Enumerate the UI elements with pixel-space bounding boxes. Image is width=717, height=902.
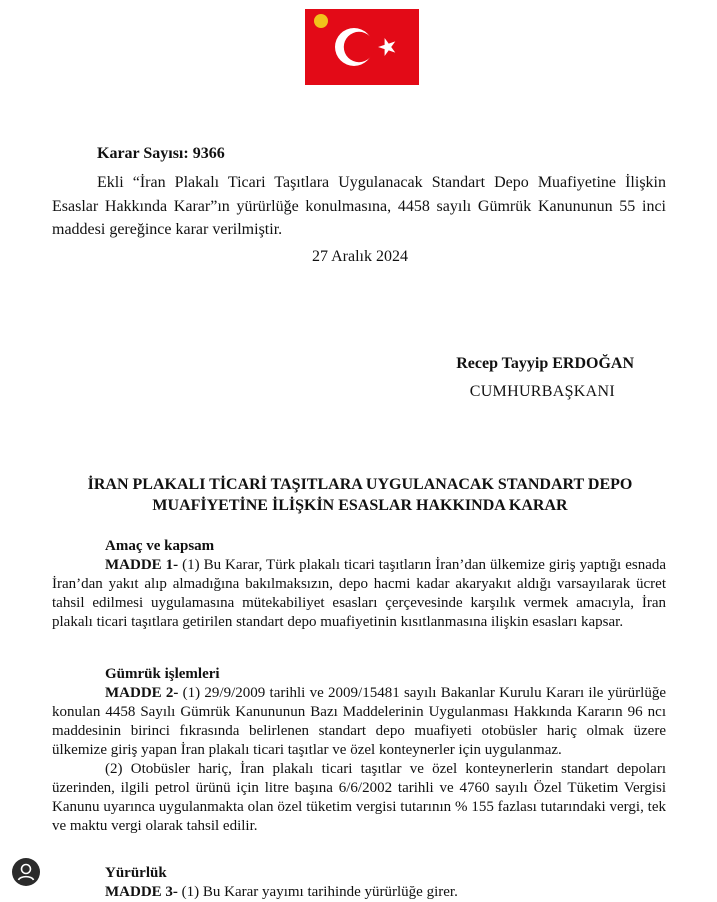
section-title: Amaç ve kapsam <box>105 538 215 554</box>
section-title: Gümrük işlemleri <box>105 666 220 682</box>
section-purpose <box>52 537 666 632</box>
article-text: (1) 29/9/2009 tarihli ve 2009/15481 sayılı Bakanlar Kurulu Kararı ile yürürlüğe konulan 4458 Sayılı Gümrük Kanununun Bazı Maddelerinin Uygulanması Hakkında Kararın 96 ncı maddesinin birinci fıkrasında belirlenen standart depo muafiyeti otobüsler hariç olmak üzere ülkemize giriş yapan İran plakalı ticari taşıtlar ve özel konteynerler için uygulanmaz. <box>52 685 666 758</box>
signer-name: Recep Tayyip ERDOĞAN <box>456 355 634 372</box>
article-paragraph-2: (2) Otobüsler hariç, İran plakalı ticari taşıtlar ve özel konteynerlerin standart depoları üzerinden, ilgili petrol ürünü için litre başına 6/6/2002 tarihli ve 4760 sayılı Özel Tüketim Vergisi Kanunu uyarınca uygulanmakta olan özel tüketim vergisi tutarının % 155 fazlası tutarındaki vergi, tek ve maktu vergi olarak tahsil edilir. <box>52 761 666 834</box>
article-label: MADDE 2- <box>105 685 179 701</box>
article-label: MADDE 3- <box>105 884 178 900</box>
person-icon <box>12 858 40 886</box>
signer-title: CUMHURBAŞKANI <box>469 383 615 400</box>
decision-number: Karar Sayısı: 9366 <box>97 145 225 162</box>
article-paragraph <box>52 556 666 632</box>
article-text: (1) Bu Karar yayımı tarihinde yürürlüğe girer. <box>177 884 458 900</box>
section-customs <box>52 665 666 836</box>
article-paragraph <box>52 684 666 760</box>
article-paragraph <box>52 883 666 902</box>
section-title: Yürürlük <box>105 865 167 881</box>
preamble-paragraph: Ekli “İran Plakalı Ticari Taşıtlara Uygulanacak Standart Depo Muafiyetine İlişkin Esaslar Hakkında Karar”ın yürürlüğe konulmasına, 4458 sayılı Gümrük Kanununun 55 inci maddesi gereğince karar verilmiştir. <box>52 174 666 238</box>
decree-title-line-1: İRAN PLAKALI TİCARİ TAŞITLARA UYGULANACAK STANDART DEPO <box>87 476 633 493</box>
decree-title-line-2: MUAFİYETİNE İLİŞKİN ESASLAR HAKKINDA KARAR <box>152 497 568 514</box>
profile-avatar-icon[interactable] <box>12 858 40 886</box>
article-label: MADDE 1- <box>105 557 179 573</box>
emblem-seal-icon <box>314 14 328 28</box>
article-text: (1) Bu Karar, Türk plakalı ticari taşıtların İran’dan ülkemize giriş yaptığı esnada İran’dan yakıt alıp almadığına bakılmaksızın, depo hacmi kadar akaryakıt aldığı varsayılarak ücret tahsil edilmesi uygulamasına mütekabiliyet esasları çerçevesinde karşılık vermek amacıyla, İran plakalı ticari taşıtlara getirilen standart depo muafiyetinin kısıtlanmasına ilişkin esasları kapsar. <box>52 557 667 630</box>
decision-date: 27 Aralık 2024 <box>312 248 408 265</box>
section-effective <box>52 864 666 902</box>
decree-title <box>60 474 660 516</box>
